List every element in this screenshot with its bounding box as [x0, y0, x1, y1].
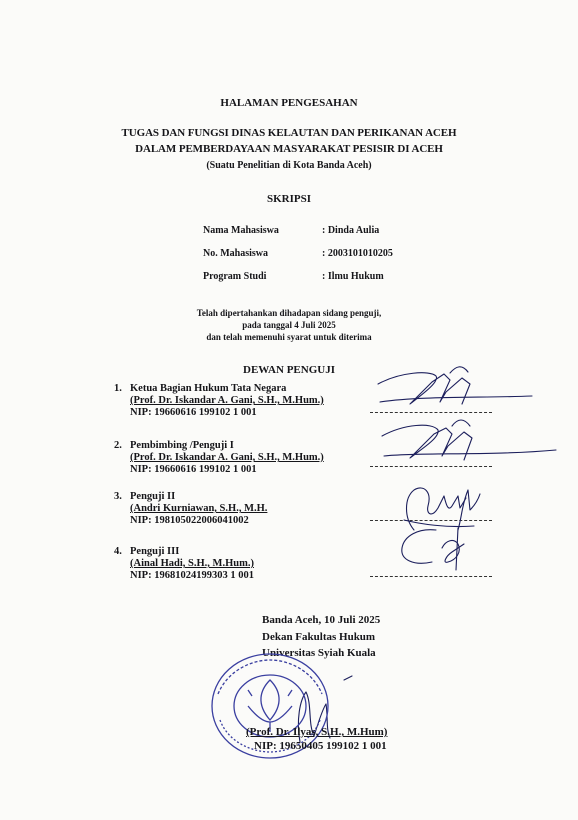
member-number: 2.	[114, 440, 122, 451]
stamp-emblem	[261, 680, 279, 720]
student-name-label: Nama Mahasiswa	[203, 225, 279, 236]
member-role: Penguji II	[130, 491, 176, 502]
approval-place-date: Banda Aceh, 10 Juli 2025	[262, 614, 381, 626]
dean-nip: NIP: 19650405 199102 1 001	[254, 740, 387, 752]
defense-note-line2: pada tanggal 4 Juli 2025	[242, 320, 336, 330]
member-nip: NIP: 19660616 199102 1 001	[130, 464, 257, 475]
student-number-value: : 2003101010205	[322, 248, 393, 259]
page-heading: HALAMAN PENGESAHAN	[220, 97, 358, 109]
approval-position: Dekan Fakultas Hukum	[262, 631, 376, 643]
thesis-title-line2: DALAM PEMBERDAYAAN MASYARAKAT PESISIR DI ACEH	[135, 143, 443, 155]
dean-name: (Prof. Dr. Ilyas, S.H., M.Hum)	[246, 726, 388, 738]
student-number-label: No. Mahasiswa	[203, 248, 269, 259]
member-nip: NIP: 19660616 199102 1 001	[130, 407, 257, 418]
study-program-label: Program Studi	[203, 271, 267, 282]
member-number: 3.	[114, 491, 122, 502]
student-name-value: : Dinda Aulia	[322, 225, 380, 236]
signature-member-2	[382, 420, 556, 460]
doc-type: SKRIPSI	[266, 193, 312, 205]
member-role: Pembimbing /Penguji I	[130, 440, 234, 451]
thesis-title-line1: TUGAS DAN FUNGSI DINAS KELAUTAN DAN PERIKANAN ACEH	[121, 127, 457, 139]
thesis-subtitle: (Suatu Penelitian di Kota Banda Aceh)	[206, 160, 372, 171]
signature-member-3	[404, 488, 480, 530]
member-nip: NIP: 198105022006041002	[130, 515, 249, 526]
signature-member-1	[378, 367, 532, 404]
committee-title: DEWAN PENGUJI	[243, 364, 335, 376]
study-program-value: : Ilmu Hukum	[322, 271, 384, 282]
approval-institution: Universitas Syiah Kuala	[262, 647, 376, 659]
member-role: Penguji III	[130, 546, 180, 557]
member-name: (Prof. Dr. Iskandar A. Gani, S.H., M.Hum.)	[130, 452, 324, 463]
member-name: (Ainal Hadi, S.H., M.Hum.)	[130, 558, 254, 569]
member-nip: NIP: 19681024199303 1 001	[130, 570, 254, 581]
defense-note-line1: Telah dipertahankan dihadapan sidang penguji,	[196, 308, 382, 318]
member-name: (Prof. Dr. Iskandar A. Gani, S.H., M.Hum.)	[130, 395, 324, 406]
member-role: Ketua Bagian Hukum Tata Negara	[130, 383, 287, 394]
defense-note-line3: dan telah memenuhi syarat untuk diterima	[206, 332, 372, 342]
member-number: 1.	[114, 383, 122, 394]
member-name: (Andri Kurniawan, S.H., M.H.	[130, 503, 268, 514]
signature-member-4	[402, 528, 464, 570]
member-number: 4.	[114, 546, 122, 557]
